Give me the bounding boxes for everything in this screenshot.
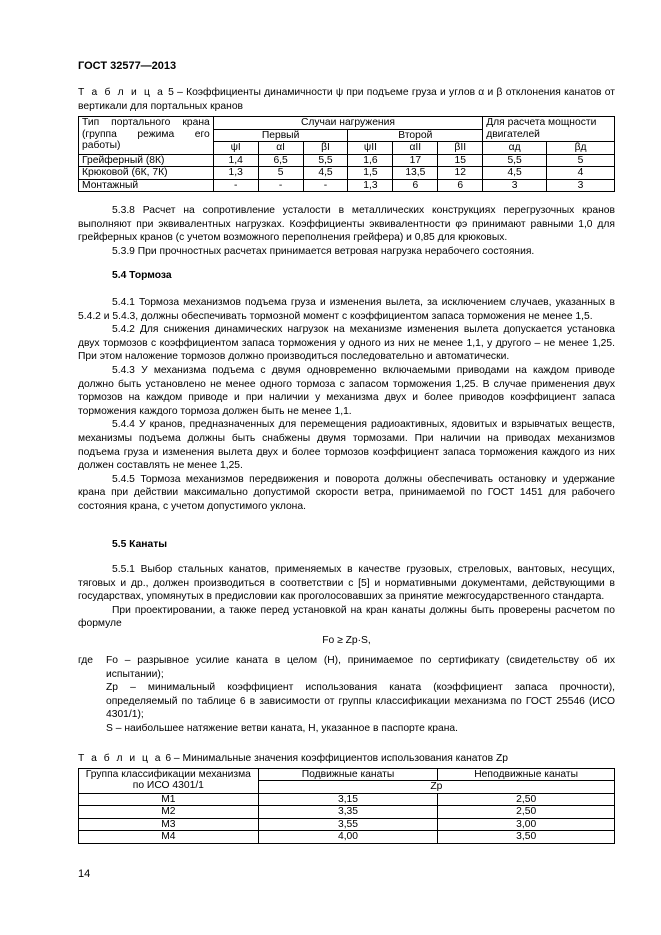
table5-sub: αд — [483, 142, 547, 155]
formula: Fо ≥ Zp·S, — [322, 634, 371, 646]
para-design: При проектировании, а также перед установкой на кран канаты должны быть проверены расчетом по формуле — [78, 604, 615, 630]
table5-sub: ψII — [348, 142, 393, 155]
table5-cell: - — [303, 179, 348, 192]
table5-cell: 6 — [438, 179, 483, 192]
table5-head-cases: Случаи нагружения — [213, 117, 482, 130]
table5-cell: 1,6 — [348, 154, 393, 167]
table-row — [79, 793, 615, 806]
table5-sub: βI — [303, 142, 348, 155]
table5-cell: 6 — [393, 179, 438, 192]
table6-cell: 2,50 — [438, 793, 615, 806]
table6-cell: 3,55 — [258, 818, 438, 831]
table5-cell: 6,5 — [258, 154, 303, 167]
para-5-4-4: 5.4.4 У кранов, предназначенных для перемещения радиоактивных, ядовитых и взрывчатых веществ, механизмы подъема должны быть снабжены двумя тормозами. При наличии на приводах механизмов подъема груза и изменения вылета двух и более тормозов коэффициент запаса торможения каждого из них должен составлять не менее 1,25. — [78, 419, 615, 472]
table5-cell: 4 — [547, 167, 615, 180]
table6-cell: M2 — [79, 806, 259, 819]
table5-cell: 5 — [547, 154, 615, 167]
para-5-4-2: 5.4.2 Для снижения динамических нагрузок на механизме изменения вылета допускается установка двух тормозов с коэффициентом запаса торможения у одного из них не менее 1,1, у другого – не менее 1,25. При этом наложение тормозов должно производиться последовательно и автоматически. — [78, 324, 615, 363]
table5-cell: 5 — [258, 167, 303, 180]
table5-cell: 3 — [547, 179, 615, 192]
section-53-text — [78, 204, 615, 258]
definition-s: S – наибольшее натяжение ветви каната, Н, указанное в паспорте крана. — [106, 722, 458, 734]
table6-cell: 3,50 — [438, 831, 615, 844]
table5-cell: 1,3 — [348, 179, 393, 192]
para-5-3-8: 5.3.8 Расчет на сопротивление усталости в металлических конструкциях перегрузочных кранов выполняют при эквивалентных нагрузках. Коэффициенты эквивалентности φэ принимают равными 1,0 для грейферных кранов (с учетом возможного переполнения грейфера) и 0,85 для крюковых. — [78, 205, 615, 244]
para-5-5-1: 5.5.1 Выбор стальных канатов, применяемых в качестве грузовых, стреловых, вантовых, несущих, тяговых и др., должен производиться в соответствии с [5] и нормативными документами, действующими в государствах, упомянутых в предисловии как проголосовавших за принятие межгосударственного стандарта. — [78, 564, 615, 603]
document-header: ГОСТ 32577—2013 — [78, 60, 177, 72]
table5 — [78, 116, 615, 192]
table6-cell: 2,50 — [438, 806, 615, 819]
table5-head-crane: Тип портального крана (группа режима его работы) — [79, 117, 214, 155]
section-5-5-title: 5.5 Канаты — [112, 539, 168, 550]
table5-cell: Грейферный (8К) — [79, 154, 214, 167]
table6-cell: 3,00 — [438, 818, 615, 831]
para-5-4-5: 5.4.5 Тормоза механизмов передвижения и поворота должны обеспечивать остановку и удержание крана при действии максимально допустимой скорости ветра, принимаемой по ГОСТ 1451 для рабочего состояния крана, с учетом допустимого уклона. — [78, 473, 615, 512]
table6-cell: 3,15 — [258, 793, 438, 806]
table5-cell: 13,5 — [393, 167, 438, 180]
para-5-3-9: 5.3.9 При прочностных расчетах принимается ветровая нагрузка нерабочего состояния. — [112, 245, 535, 257]
table6-caption — [78, 752, 615, 766]
table6-block — [78, 752, 615, 844]
table6-cell: M4 — [79, 831, 259, 844]
page-number: 14 — [78, 868, 91, 880]
para-5-4-3: 5.4.3 У механизма подъема с двумя одновременно включаемыми приводами на каждом приводе должно быть установлено не менее одного тормоза с запасом торможения 1,25. В случае применения двух тормозов на каждом приводе и при наличии у механизма двух и более приводов коэффициент запаса торможения каждого тормоза должен быть не менее 1,1. — [78, 364, 615, 417]
table5-sub: βII — [438, 142, 483, 155]
table5-sub: αII — [393, 142, 438, 155]
table5-cell: 5,5 — [303, 154, 348, 167]
table6-head-zp: Zp — [258, 781, 614, 794]
table5-cell: - — [258, 179, 303, 192]
table5-cell: 5,5 — [483, 154, 547, 167]
table5-cell: Крюковой (6К, 7К) — [79, 167, 214, 180]
table6 — [78, 768, 615, 844]
table5-caption — [78, 86, 615, 113]
table6-caption-prefix: Т а б л и ц а — [78, 753, 163, 764]
table6-cell: 4,00 — [258, 831, 438, 844]
definition-zp: Zp – минимальный коэффициент использования каната (коэффициент запаса прочности), определяемый по таблице 6 в зависимости от группы классификации механизма по ГОСТ 25546 (ИСО 4301/1); — [106, 682, 615, 721]
section-5-4-title: 5.4 Тормоза — [112, 270, 172, 281]
table-row — [79, 818, 615, 831]
table5-cell: 1,3 — [213, 167, 258, 180]
table6-cell: M3 — [79, 818, 259, 831]
table5-cell: 15 — [438, 154, 483, 167]
table5-block — [78, 86, 615, 192]
table5-cell: 1,4 — [213, 154, 258, 167]
table5-head-second: Второй — [348, 129, 483, 142]
table6-caption-text: 6 – Минимальные значения коэффициентов использования канатов Zp — [162, 753, 508, 764]
para-5-4-1: 5.4.1 Тормоза механизмов подъема груза и изменения вылета, за исключением случаев, указанных в 5.4.2 и 5.4.3, должны обеспечивать тормозной момент с коэффициентом запаса торможения не менее 1,5. — [78, 297, 615, 322]
table5-caption-text: 5 – Коэффициенты динамичности ψ при подъеме груза и углов α и β отклонения канатов от вертикали для портальных кранов — [78, 87, 615, 112]
where-label: где — [78, 654, 94, 666]
table-row — [79, 179, 615, 192]
table5-cell: 12 — [438, 167, 483, 180]
table-row — [79, 154, 615, 167]
table5-cell: 4,5 — [483, 167, 547, 180]
table-row — [79, 831, 615, 844]
table5-cell: 4,5 — [303, 167, 348, 180]
definitions — [78, 654, 615, 736]
table6-cell: 3,35 — [258, 806, 438, 819]
table6-head-moving: Подвижные канаты — [258, 768, 438, 781]
table5-sub: βд — [547, 142, 615, 155]
table5-cell: Монтажный — [79, 179, 214, 192]
table-row — [79, 806, 615, 819]
table6-head-group: Группа классификации механизма по ИСО 4301/1 — [79, 768, 259, 793]
table5-sub: ψI — [213, 142, 258, 155]
table5-caption-prefix: Т а б л и ц а — [78, 87, 165, 98]
section-54-text — [78, 296, 615, 514]
table5-cell: 1,5 — [348, 167, 393, 180]
table5-sub: αI — [258, 142, 303, 155]
table6-cell: M1 — [79, 793, 259, 806]
table5-head-first: Первый — [213, 129, 348, 142]
table5-cell: 17 — [393, 154, 438, 167]
table-row — [79, 167, 615, 180]
table6-head-fixed: Неподвижные канаты — [438, 768, 615, 781]
table5-head-calc: Для расчета мощности двигателей — [483, 117, 615, 142]
section-55-text — [78, 563, 615, 736]
table5-cell: - — [213, 179, 258, 192]
definition-fo: Fо – разрывное усилие каната в целом (Н), принимаемое по сертификату (свидетельству об их испытании); — [106, 654, 615, 680]
table5-cell: 3 — [483, 179, 547, 192]
